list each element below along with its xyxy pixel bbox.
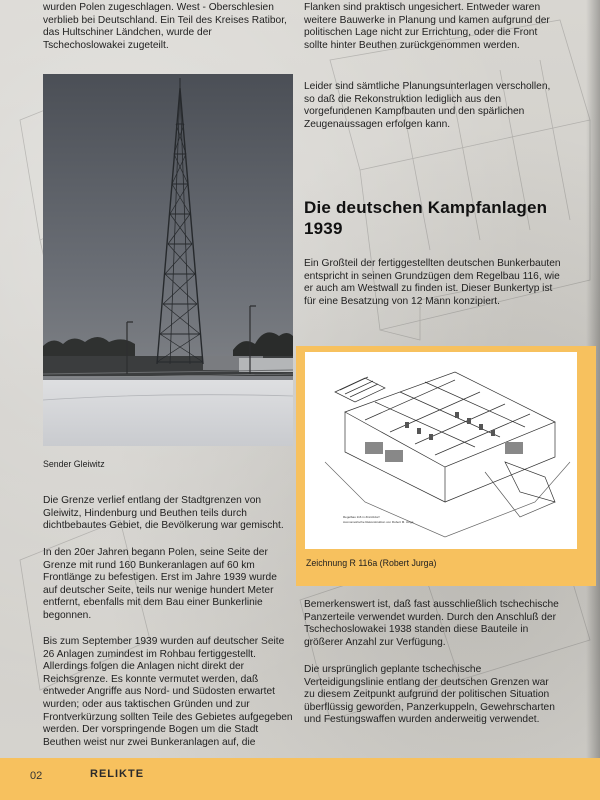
section-heading: Die deutschen Kampfanlagen 1939 xyxy=(304,198,548,238)
left-paragraph-top: wurden Polen zugeschlagen. West - Oberschlesien verblieb bei Deutschland. Ein Teil des Kreises Ratibor, das Hultschiner Ländchen, wurde der Tschechoslowakei zugeteilt. xyxy=(43,2,287,51)
right-paragraph-4: Bemerkenswert ist, daß fast ausschließlich tschechische Panzerteile verwendet wurden. Durch den Anschluß der Tschechoslowakei 1938 standen diese Bauteile in größerer Anzahl zur Verfügung. xyxy=(304,599,559,648)
drawing-label-1: Regelbau 116 in Zinnitzdorf xyxy=(343,515,380,519)
sender-gleiwitz-photo xyxy=(43,74,293,446)
left-paragraph-3: Bis zum September 1939 wurden auf deutscher Seite 26 Anlagen zumindest im Rohbau fertiggestellt. Allerdings folgen die Anlagen nicht direkt der Reichsgrenze. Es konnte vermutet werden, daß entweder Angriffe aus Nord- und Südosten erwartet wurden; oder aus taktischen Gründen und zur Frontverkürzung sollten Teile des Gebietes aufgegeben werden. Der vorspringende Bogen um die Stadt Beuthen weist nur zwei Bunkeranlagen auf, die xyxy=(43,636,293,748)
right-paragraph-top: Flanken sind praktisch ungesichert. Entweder waren weitere Bauwerke in Planung und kamen aufgrund der politischen Lage nicht zur Errichtung, oder die Front sollte hinter Beuthen zurückgenommen werden. xyxy=(304,2,550,51)
bunker-drawing xyxy=(305,352,577,549)
left-paragraph-1: Die Grenze verlief entlang der Stadtgrenzen von Gleiwitz, Hindenburg und Beuthen teils durch dichtbebautes Gebiet, die Bevölkerung war gemischt. xyxy=(43,495,284,532)
photo-caption: Sender Gleiwitz xyxy=(43,459,105,469)
magazine-name: RELIKTE xyxy=(90,768,145,780)
left-paragraph-2: In den 20er Jahren begann Polen, seine Seite der Grenze mit rund 160 Bunkeranlagen auf 60 km Frontlänge zu befestigen. Erst im Jahre 1939 wurde auf deutscher Seite, teils nur wenige hundert Meter entfernt, ebenfalls mit dem Bau einer Bunkerlinie begonnen. xyxy=(43,547,277,621)
right-paragraph-5: Die ursprünglich geplante tschechische Verteidigungslinie entlang der deutschen Grenzen war zu diesem Zeitpunkt aufgrund der politischen Situation überflüssig geworden, Panzerkuppeln, Gewehrscharten und Festungswaffen wurden anderweitig verwendet. xyxy=(304,664,555,726)
radio-tower-photo xyxy=(43,74,293,446)
drawing-label-2: Axonometrische Rekonstruktion von Robert M. Jurga xyxy=(343,520,414,524)
right-paragraph-2: Leider sind sämtliche Planungsunterlagen verschollen, so daß die Rekonstruktion lediglich aus den vorgefundenen Kampfbauten und den spärlichen Zeugenaussagen erfolgen kann. xyxy=(304,81,551,130)
figure-caption: Zeichnung R 116a (Robert Jurga) xyxy=(306,558,437,568)
right-paragraph-intro: Ein Großteil der fertiggestellten deutschen Bunkerbauten entspricht in seinen Grundzügen dem Regelbau 116, wie er auch am Westwall zu finden ist. Dieser Bunkertyp ist für eine Besatzung von 12 Mann konzipiert. xyxy=(304,258,561,307)
page-number: 02 xyxy=(30,770,43,782)
